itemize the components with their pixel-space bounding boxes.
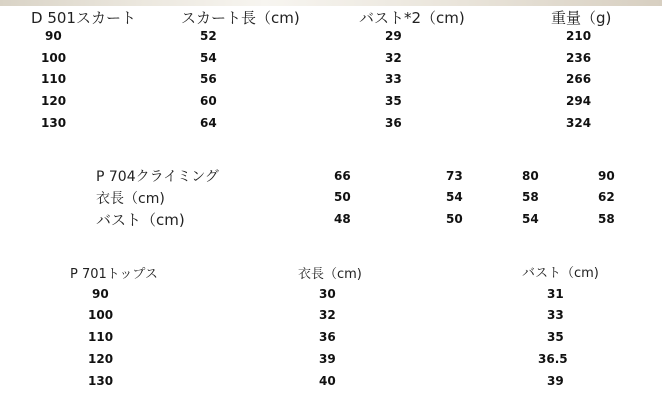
cell-length: 32 <box>319 308 336 322</box>
cell-size: 100 <box>41 51 67 65</box>
cell-length: 50 <box>334 190 351 204</box>
header-skirt-length: スカート長（cm) <box>181 9 300 27</box>
cell-bust: 29 <box>385 29 402 43</box>
row-label-length: 衣長（cm) <box>96 191 165 207</box>
cell-size: 66 <box>334 169 351 183</box>
row-label-bust: バスト（cm) <box>96 211 185 229</box>
cell-length: 36 <box>319 330 336 344</box>
cell-size: 100 <box>88 308 114 322</box>
cell-length: 62 <box>598 190 615 204</box>
cell-weight: 324 <box>566 116 592 130</box>
cell-skirt-length: 52 <box>200 29 217 43</box>
cell-skirt-length: 54 <box>200 51 217 65</box>
cell-weight: 294 <box>566 94 592 108</box>
header-weight: 重量（g) <box>551 9 612 27</box>
cell-bust: 31 <box>547 287 564 301</box>
cell-bust: 35 <box>385 94 402 108</box>
cell-weight: 210 <box>566 29 592 43</box>
cell-size: 90 <box>92 287 109 301</box>
cell-skirt-length: 64 <box>200 116 217 130</box>
cell-size: 130 <box>88 374 114 388</box>
cell-bust: 48 <box>334 212 351 226</box>
header-length: 衣長（cm) <box>298 267 362 282</box>
cell-length: 54 <box>446 190 463 204</box>
cell-skirt-length: 56 <box>200 72 217 86</box>
cell-length: 40 <box>319 374 336 388</box>
cell-size: 110 <box>88 330 114 344</box>
cell-size: 90 <box>598 169 615 183</box>
row-label-product: P 704クライミング <box>96 169 219 185</box>
cell-bust: 36 <box>385 116 402 130</box>
cell-weight: 266 <box>566 72 592 86</box>
cell-size: 120 <box>88 352 114 366</box>
cell-bust: 36.5 <box>538 352 568 366</box>
cell-size: 120 <box>41 94 67 108</box>
header-bust: バスト（cm) <box>522 266 599 281</box>
cell-bust: 33 <box>385 72 402 86</box>
cell-size: 130 <box>41 116 67 130</box>
header-product: P 701トップス <box>70 267 158 282</box>
cell-bust: 54 <box>522 212 539 226</box>
top-photo-strip <box>0 0 662 6</box>
cell-length: 39 <box>319 352 336 366</box>
cell-bust: 35 <box>547 330 564 344</box>
cell-bust: 32 <box>385 51 402 65</box>
cell-size: 80 <box>522 169 539 183</box>
cell-bust: 58 <box>598 212 615 226</box>
cell-length: 30 <box>319 287 336 301</box>
cell-size: 90 <box>45 29 62 43</box>
cell-bust: 33 <box>547 308 564 322</box>
cell-skirt-length: 60 <box>200 94 217 108</box>
cell-size: 73 <box>446 169 463 183</box>
cell-size: 110 <box>41 72 67 86</box>
header-product: D 501スカート <box>31 9 136 27</box>
cell-bust: 50 <box>446 212 463 226</box>
header-bust: バスト*2（cm) <box>359 9 465 27</box>
cell-bust: 39 <box>547 374 564 388</box>
cell-weight: 236 <box>566 51 592 65</box>
cell-length: 58 <box>522 190 539 204</box>
